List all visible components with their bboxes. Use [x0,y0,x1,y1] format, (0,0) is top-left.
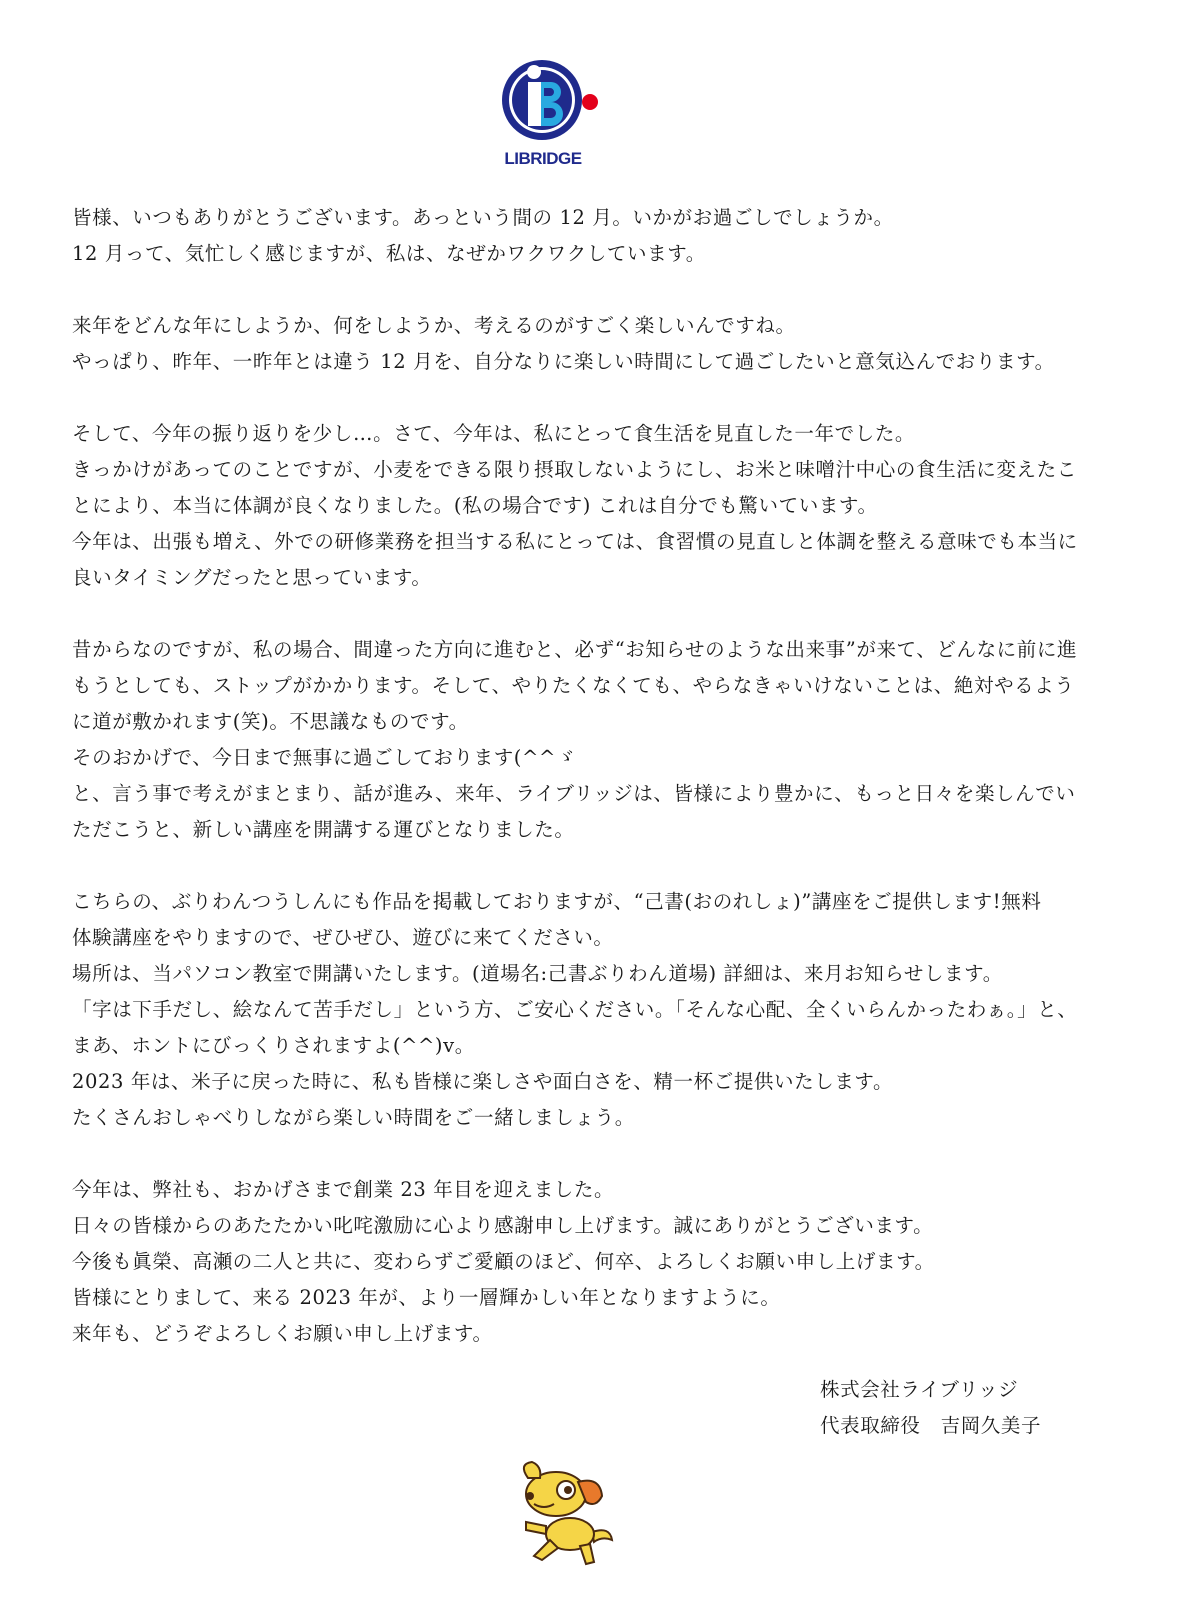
company-name: 株式会社ライブリッジ [820,1378,1019,1401]
text-line: たくさんおしゃべりしながら楽しい時間をご一緒しましょう。 [72,1106,635,1129]
text-line: 来年も、どうぞよろしくお願い申し上げます。 [72,1322,493,1345]
representative-name: 代表取締役 吉岡久美子 [820,1414,1042,1437]
text-line: 皆様にとりまして、来る 2023 年が、より一層輝かしい年となりますように。 [72,1286,781,1309]
text-line: まあ、ホントにびっくりされますよ(^^)v。 [72,1034,475,1057]
dog-mascot-illustration [510,1460,618,1570]
text-line: そして、今年の振り返りを少し…。さて、今年は、私にとって食生活を見直した一年でした。 [72,422,916,445]
logo-text: LIBRIDGE [504,149,582,168]
libridge-logo [494,56,604,176]
text-line: やっぱり、昨年、一昨年とは違う 12 月を、自分なりに楽しい時間にして過ごしたいと意気込んでおります。 [72,350,1055,373]
text-line: きっかけがあってのことですが、小麦をできる限り摂取しないようにし、お米と味噌汁中心の食生活に変えたこ [72,458,1077,481]
letter-paragraph [72,308,1132,380]
text-line: 皆様、いつもありがとうございます。あっという間の 12 月。いかがお過ごしでしょうか。 [72,206,894,229]
letter-paragraph [72,632,1132,848]
letter-paragraph [72,1172,1132,1352]
text-line: 今後も眞榮、高瀬の二人と共に、変わらずご愛顧のほど、何卒、よろしくお願い申し上げます。 [72,1250,935,1273]
text-line: 場所は、当パソコン教室で開講いたします。(道場名:己書ぶりわん道場) 詳細は、来月お知らせします。 [72,962,1003,985]
text-line: 12 月って、気忙しく感じますが、私は、なぜかワクワクしています。 [72,242,706,265]
text-line: こちらの、ぶりわんつうしんにも作品を掲載しておりますが、“己書(おのれしょ)”講座をご提供します!無料 [72,890,1042,913]
text-line: と、言う事で考えがまとまり、話が進み、来年、ライブリッジは、皆様により豊かに、もっと日々を楽しんでい [72,782,1076,805]
text-line: そのおかげで、今日まで無事に過ごしております(^^ゞ [72,746,576,769]
text-line: 日々の皆様からのあたたかい叱咤激励に心より感謝申し上げます。誠にありがとうございます。 [72,1214,934,1237]
text-line: 体験講座をやりますので、ぜひぜひ、遊びに来てください。 [72,926,614,949]
text-line: ただこうと、新しい講座を開講する運びとなりました。 [72,818,575,841]
text-line: 昔からなのですが、私の場合、間違った方向に進むと、必ず“お知らせのような出来事”が来て、どんなに前に進 [72,638,1078,661]
text-line: 「字は下手だし、絵なんて苦手だし」という方、ご安心ください。「そんな心配、全くいらんかったわぁ。」と、 [72,998,1078,1021]
text-line: 来年をどんな年にしようか、何をしようか、考えるのがすごく楽しいんですね。 [72,314,796,337]
signature-block [820,1372,1041,1444]
letter-paragraph [72,416,1132,596]
letter-body [72,200,1132,1388]
text-line: に道が敷かれます(笑)。不思議なものです。 [72,710,469,733]
text-line: 良いタイミングだったと思っています。 [72,566,432,589]
logo-i-dot [527,65,541,79]
text-line: もうとしても、ストップがかかります。そして、やりたくなくても、やらなきゃいけないことは、絶対やるよう [72,674,1075,697]
text-line: 今年は、弊社も、おかげさまで創業 23 年目を迎えました。 [72,1178,615,1201]
letter-paragraph [72,884,1132,1136]
logo-red-dot [582,94,598,110]
text-line: 2023 年は、米子に戻った時に、私も皆様に楽しさや面白さを、精一杯ご提供いたします。 [72,1070,894,1093]
text-line: とにより、本当に体調が良くなりました。(私の場合です) これは自分でも驚いています。 [72,494,878,517]
letter-paragraph [72,200,1132,272]
text-line: 今年は、出張も増え、外での研修業務を担当する私にとっては、食習慣の見直しと体調を整える意味でも本当に [72,530,1078,553]
